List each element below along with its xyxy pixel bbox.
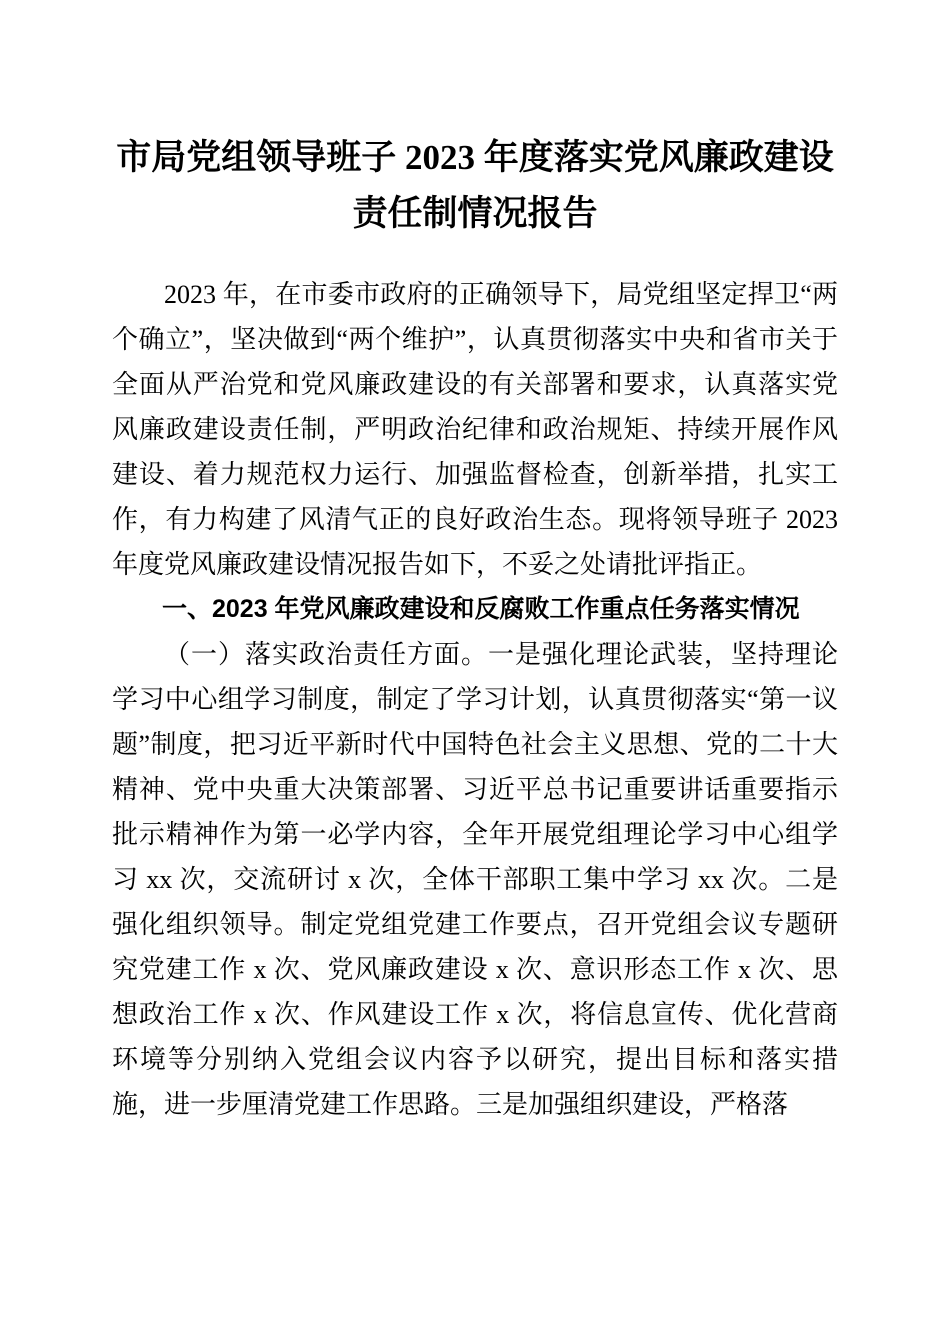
intro-paragraph: 2023 年，在市委市政府的正确领导下，局党组坚定捍卫“两个确立”，坚决做到“两个维护”，认真贯彻落实中央和省市关于全面从严治党和党风廉政建设的有关部署和要求，认真落实党风廉政建设责任制，严明政治纪律和政治规矩、持续开展作风建设、着力规范权力运行、加强监督检查，创新举措，扎实工作，有力构建了风清气正的良好政治生态。现将领导班子 2023 年度党风廉政建设情况报告如下，不妥之处请批评指正。 (112, 280, 838, 579)
document-title: 市局党组领导班子 2023 年度落实党风廉政建设责任制情况报告 (116, 138, 834, 233)
subsection-1-text: 一是强化理论武装，坚持理论学习中心组学习制度，制定了学习计划，认真贯彻落实“第一议题”制度，把习近平新时代中国特色社会主义思想、党的二十大精神、党中央重大决策部署、习近平总书记重要讲话重要指示批示精神作为第一必学内容，全年开展党组理论学习中心组学习 xx 次，交流研讨 x 次，全体干部职工集中学习 xx 次。二是强化组织领导。制定党组党建工作要点，召开党组会议专题研究党建工作 x 次、党风廉政建设 x 次、意识形态工作 x 次、思想政治工作 x 次、作风建设工作 x 次，将信息宣传、优化营商环境等分别纳入党组会议内容予以研究，提出目标和落实措施，进一步厘清党建工作思路。三是加强组织建设，严格落 (112, 640, 838, 1119)
subsection-1-lead: （一）落实政治责任方面。 (164, 640, 488, 669)
section-1-heading: 一、2023 年党风廉政建设和反腐败工作重点任务落实情况 (162, 595, 800, 623)
section-1-subsection-1-paragraph (112, 632, 838, 1127)
document-body (112, 272, 838, 1127)
